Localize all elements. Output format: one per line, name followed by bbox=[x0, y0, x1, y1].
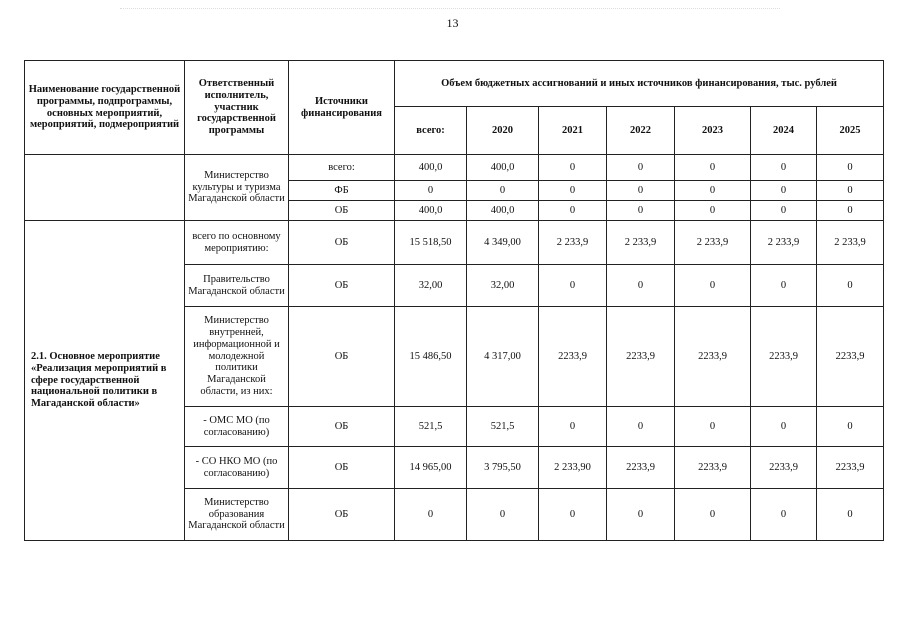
value-cell: 400,0 bbox=[395, 201, 467, 221]
value-cell: 2233,9 bbox=[539, 307, 607, 407]
header-volume: Объем бюджетных ассигнований и иных источников финансирования, тыс. рублей bbox=[395, 61, 884, 107]
value-cell: 0 bbox=[817, 155, 884, 181]
value-cell: 15 518,50 bbox=[395, 221, 467, 265]
value-cell: 2233,9 bbox=[607, 307, 675, 407]
value-cell: 0 bbox=[607, 407, 675, 447]
value-cell: 14 965,00 bbox=[395, 447, 467, 489]
header-year: 2020 bbox=[467, 107, 539, 155]
value-cell: 0 bbox=[539, 489, 607, 541]
header-year: 2023 bbox=[675, 107, 751, 155]
executor-cell: Правительство Магаданской области bbox=[185, 265, 289, 307]
header-year: 2022 bbox=[607, 107, 675, 155]
source-cell: ОБ bbox=[289, 307, 395, 407]
value-cell: 2233,9 bbox=[607, 447, 675, 489]
value-cell: 2 233,90 bbox=[539, 447, 607, 489]
value-cell: 4 349,00 bbox=[467, 221, 539, 265]
value-cell: 0 bbox=[607, 201, 675, 221]
source-cell: всего: bbox=[289, 155, 395, 181]
value-cell: 0 bbox=[539, 201, 607, 221]
value-cell: 0 bbox=[751, 181, 817, 201]
value-cell: 0 bbox=[539, 265, 607, 307]
source-cell: ОБ bbox=[289, 221, 395, 265]
value-cell: 0 bbox=[539, 155, 607, 181]
source-cell: ОБ bbox=[289, 447, 395, 489]
value-cell: 2233,9 bbox=[751, 307, 817, 407]
value-cell: 2 233,9 bbox=[817, 221, 884, 265]
value-cell: 400,0 bbox=[395, 155, 467, 181]
executor-cell: Министерство культуры и туризма Магаданской области bbox=[185, 155, 289, 221]
value-cell: 0 bbox=[675, 489, 751, 541]
header-executor: Ответственный исполнитель, участник государственной программы bbox=[185, 61, 289, 155]
header-year: 2024 bbox=[751, 107, 817, 155]
source-cell: ОБ bbox=[289, 489, 395, 541]
value-cell: 0 bbox=[751, 407, 817, 447]
value-cell: 2233,9 bbox=[751, 447, 817, 489]
value-cell: 0 bbox=[817, 201, 884, 221]
header-year: всего: bbox=[395, 107, 467, 155]
value-cell: 0 bbox=[675, 407, 751, 447]
value-cell: 0 bbox=[395, 489, 467, 541]
value-cell: 15 486,50 bbox=[395, 307, 467, 407]
value-cell: 2233,9 bbox=[817, 447, 884, 489]
value-cell: 32,00 bbox=[395, 265, 467, 307]
value-cell: 2 233,9 bbox=[539, 221, 607, 265]
source-cell: ОБ bbox=[289, 407, 395, 447]
value-cell: 521,5 bbox=[467, 407, 539, 447]
value-cell: 400,0 bbox=[467, 155, 539, 181]
value-cell: 0 bbox=[607, 181, 675, 201]
value-cell: 0 bbox=[751, 201, 817, 221]
value-cell: 400,0 bbox=[467, 201, 539, 221]
value-cell: 0 bbox=[607, 265, 675, 307]
value-cell: 0 bbox=[675, 181, 751, 201]
table-row bbox=[25, 221, 884, 265]
value-cell: 2 233,9 bbox=[751, 221, 817, 265]
value-cell: 0 bbox=[395, 181, 467, 201]
value-cell: 0 bbox=[817, 407, 884, 447]
executor-cell: Министерство образования Магаданской области bbox=[185, 489, 289, 541]
value-cell: 2233,9 bbox=[675, 307, 751, 407]
page-number: 13 bbox=[446, 16, 459, 30]
name-cell-empty bbox=[25, 155, 185, 221]
value-cell: 0 bbox=[817, 181, 884, 201]
executor-cell: Министерство внутренней, информационной и молодежной политики Магаданской области, из них: bbox=[185, 307, 289, 407]
header-year: 2025 bbox=[817, 107, 884, 155]
value-cell: 0 bbox=[467, 181, 539, 201]
value-cell: 0 bbox=[751, 265, 817, 307]
executor-cell: всего по основному мероприятию: bbox=[185, 221, 289, 265]
value-cell: 2233,9 bbox=[817, 307, 884, 407]
value-cell: 2 233,9 bbox=[607, 221, 675, 265]
header-year: 2021 bbox=[539, 107, 607, 155]
header-row-1 bbox=[25, 61, 884, 107]
header-source: Источники финансирования bbox=[289, 61, 395, 155]
value-cell: 521,5 bbox=[395, 407, 467, 447]
source-cell: ОБ bbox=[289, 201, 395, 221]
executor-cell: - СО НКО МО (по согласованию) bbox=[185, 447, 289, 489]
value-cell: 32,00 bbox=[467, 265, 539, 307]
value-cell: 0 bbox=[539, 181, 607, 201]
value-cell: 4 317,00 bbox=[467, 307, 539, 407]
value-cell: 0 bbox=[817, 489, 884, 541]
value-cell: 0 bbox=[675, 265, 751, 307]
table-row bbox=[25, 155, 884, 181]
executor-cell: - ОМС МО (по согласованию) bbox=[185, 407, 289, 447]
value-cell: 0 bbox=[675, 201, 751, 221]
value-cell: 0 bbox=[751, 489, 817, 541]
header-name: Наименование государственной программы, подпрограммы, основных мероприятий, мероприятий, подмероприятий bbox=[25, 61, 185, 155]
value-cell: 2233,9 bbox=[675, 447, 751, 489]
source-cell: ОБ bbox=[289, 265, 395, 307]
value-cell: 0 bbox=[675, 155, 751, 181]
budget-table bbox=[24, 60, 884, 541]
value-cell: 2 233,9 bbox=[675, 221, 751, 265]
value-cell: 3 795,50 bbox=[467, 447, 539, 489]
value-cell: 0 bbox=[817, 265, 884, 307]
activity-name: 2.1. Основное мероприятие «Реализация мероприятий в сфере государственной национальной политики в Магаданской области» bbox=[25, 221, 185, 541]
source-cell: ФБ bbox=[289, 181, 395, 201]
value-cell: 0 bbox=[607, 155, 675, 181]
value-cell: 0 bbox=[467, 489, 539, 541]
value-cell: 0 bbox=[607, 489, 675, 541]
value-cell: 0 bbox=[539, 407, 607, 447]
value-cell: 0 bbox=[751, 155, 817, 181]
